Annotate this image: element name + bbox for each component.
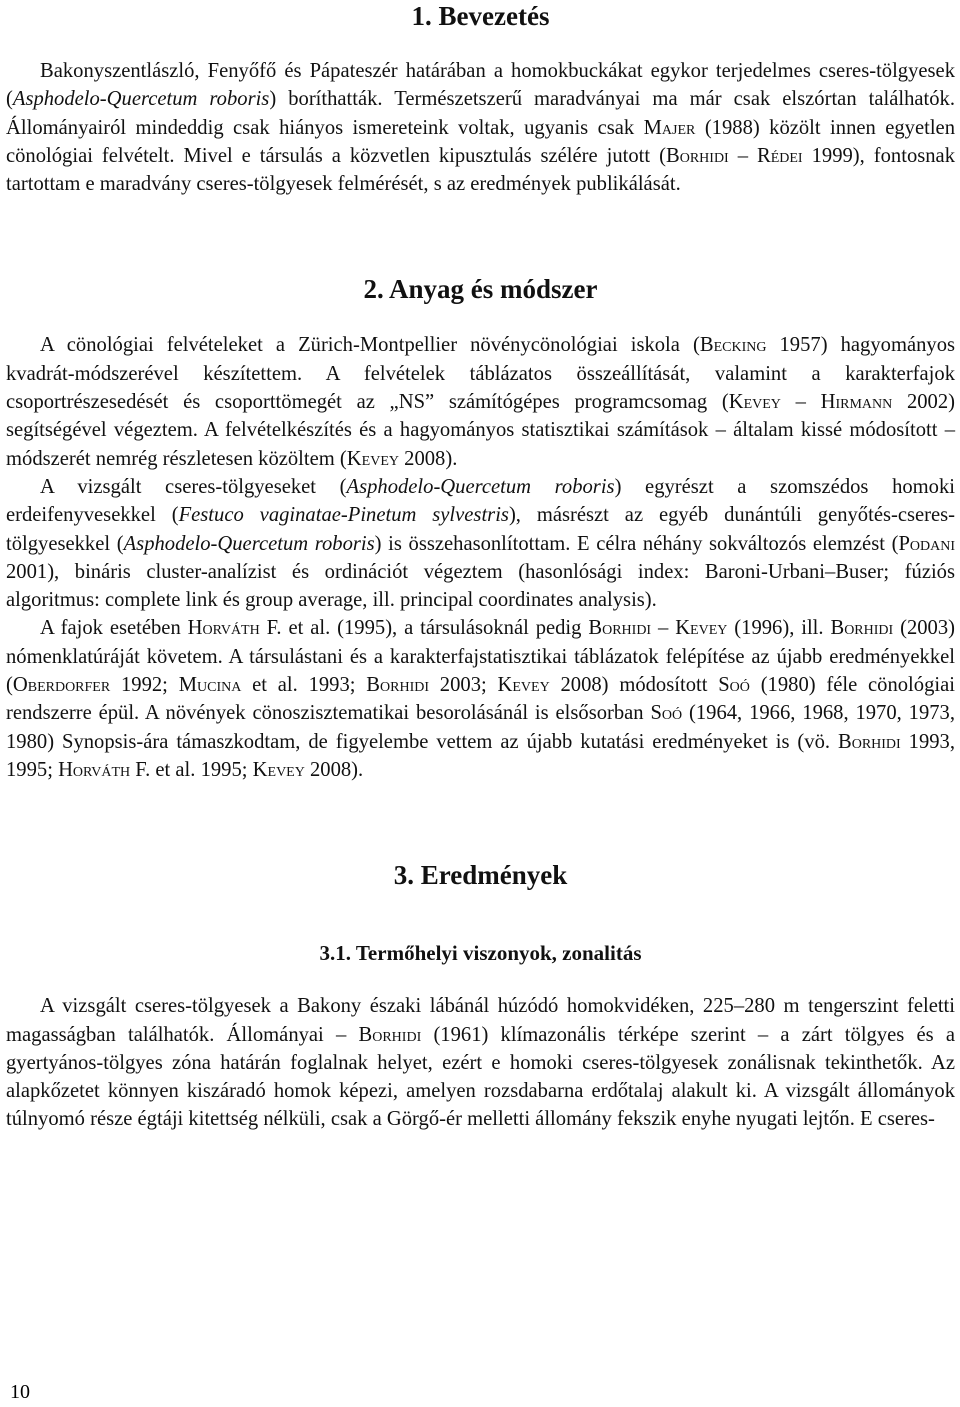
text: (2003) nómenklatúráját követem. A társulástani és a karakterfajstatisztikai táblázatok felépítése az újabb eredményekkel ( [6,617,955,697]
author-name: Podani [898,532,955,555]
author-name: Soó [718,674,750,697]
text: (1961) klímazonális térképe szerint – a zárt tölgyes és a gyertyános-tölgyes zóna határán foglalnak helyet, ezért e homoki cseres-tölgyesek zonálisnak tekinthetők. Az alapkőzetet könnyen kiszáradó homok képezi, amelyen rozsdabarna erdőtalaj alakult ki. A vizsgált állományok túlnyomó része égtáji kitettség nélküli, csak a Görgő-ér melletti állomány fekszik enyhe nyugati lejtőn. E cseres- [6,1023,955,1131]
text: ) egyrészt a szomszédos homoki erdeifenyvesekkel ( [6,475,955,527]
text: Bakonyszentlászló, Fenyőfő és Pápateszér határában a homokbuckákat egykor terjedelmes cseres-tölgyesek ( [6,60,955,111]
text: – [651,617,676,640]
author-name: Borhidi [665,144,729,167]
text: (1964, 1966, 1968, 1970, 1973, 1980) Synopsis-ára támaszkodtam, de figyelembe vettem az újabb kutatási eredményeket is (vö. [6,702,955,753]
author-name: Kevey [497,674,550,697]
text: 1999), fontosnak tartottam e maradvány cseres-tölgyesek felmérését, s az eredmények publikálását. [6,144,955,196]
paragraph-intro [6,57,955,198]
text: (1980) féle cönológiai rendszerre épül. A növények cönoszisztematikai besorolásánál is elsősorban [6,674,955,725]
author-name: Kevey [252,758,305,781]
taxon-name: Asphodelo-Quercetum roboris [12,88,270,111]
text: 2008). [304,758,364,781]
text: ) boríthatták. Természetszerű maradványai ma már csak elszórtan találhatók. Állományairól mindeddig csak hiányos ismereteink voltak, ugyanis csak [6,88,956,139]
text: 1992; [110,674,179,697]
paragraph-methods-3 [6,614,955,784]
taxon-name: Asphodelo-Quercetum roboris [123,532,375,555]
text: et al. 1993; [241,674,367,697]
author-name: Kevey [728,391,781,414]
author-name: Horváth [58,758,131,781]
text: – [728,144,757,167]
text: A fajok esetében [40,617,188,640]
author-name: Borhidi [358,1023,422,1046]
text: (1996), ill. [727,617,831,640]
section-heading-methods: 2. Anyag és módszer [363,274,598,305]
text: 1957) hagyományos kvadrát-módszerével készítettem. A felvételek táblázatos összeállítását, valamint a karakterfajok csoportrészesedését és csoporttömegét az „NS” számítógépes programcsomag ( [6,334,956,414]
text: ), másrészt az egyéb dunántúli genyőtés-cseres-tölgyesekkel ( [6,504,956,555]
taxon-name: Asphodelo-Quercetum roboris [346,475,615,498]
author-name: Kevey [675,617,728,640]
paragraph-results-1 [6,992,955,1133]
author-name: Becking [699,334,767,357]
author-name: Rédei [756,144,803,167]
text: A cönológiai felvételeket a Zürich-Montpellier növénycönológiai iskola ( [40,334,700,357]
author-name: Borhidi [830,617,894,640]
author-name: Borhidi [837,730,901,753]
text: (1988) közölt innen egyetlen cönológiai felvételt. Mivel e társulás a közvetlen kipusztulás szélére jutott ( [6,116,955,167]
text: ) is összehasonlítottam. E célra néhány sokváltozós elemzést ( [374,532,899,555]
text: F. et al. 1995; [130,758,253,781]
taxon-name: Festuco vaginatae-Pinetum sylvestris [178,504,509,527]
author-name: Kevey [346,447,399,470]
author-name: Oberdorfer [12,674,111,697]
paragraph-methods-2 [6,473,955,614]
author-name: Mucina [178,674,242,697]
text: – [780,391,821,414]
text: 2008) módosított [549,674,719,697]
section-heading-intro: 1. Bevezetés [411,1,550,31]
text: F. et al. (1995), a társulásoknál pedig [259,617,589,640]
author-name: Horváth [187,617,260,640]
text: 2008). [399,447,458,470]
author-name: Hirmann [820,391,893,414]
author-name: Majer [643,116,696,139]
page-number: 10 [10,1381,30,1403]
paragraph-methods-1 [6,331,955,472]
subsection-heading-site: 3.1. Termőhelyi viszonyok, zonalitás [319,941,642,966]
text: 2002) segítségével végeztem. A felvételkészítés és a hagyományos statisztikai számítások – általam kissé módosított – módszerét nemrég részletesen közöltem ( [6,391,956,470]
author-name: Borhidi [366,674,430,697]
author-name: Soó [650,702,683,725]
text: A vizsgált cseres-tölgyesek a Bakony északi lábánál húzódó homokvidéken, 225–280 m tengerszint feletti magasságban találhatók. Állományai – [6,995,955,1046]
author-name: Borhidi [588,617,652,640]
text: 1993, 1995; [6,730,955,781]
text: A vizsgált cseres-tölgyeseket ( [40,475,347,498]
text: 2001), bináris cluster-analízist és ordinációt végeztem (hasonlósági index: Baroni-Urbani–Buser; fúziós algoritmus: complete link és group average, ill. principal coordinates analysis). [6,560,955,612]
section-heading-results: 3. Eredmények [393,860,568,891]
text: 2003; [429,674,498,697]
